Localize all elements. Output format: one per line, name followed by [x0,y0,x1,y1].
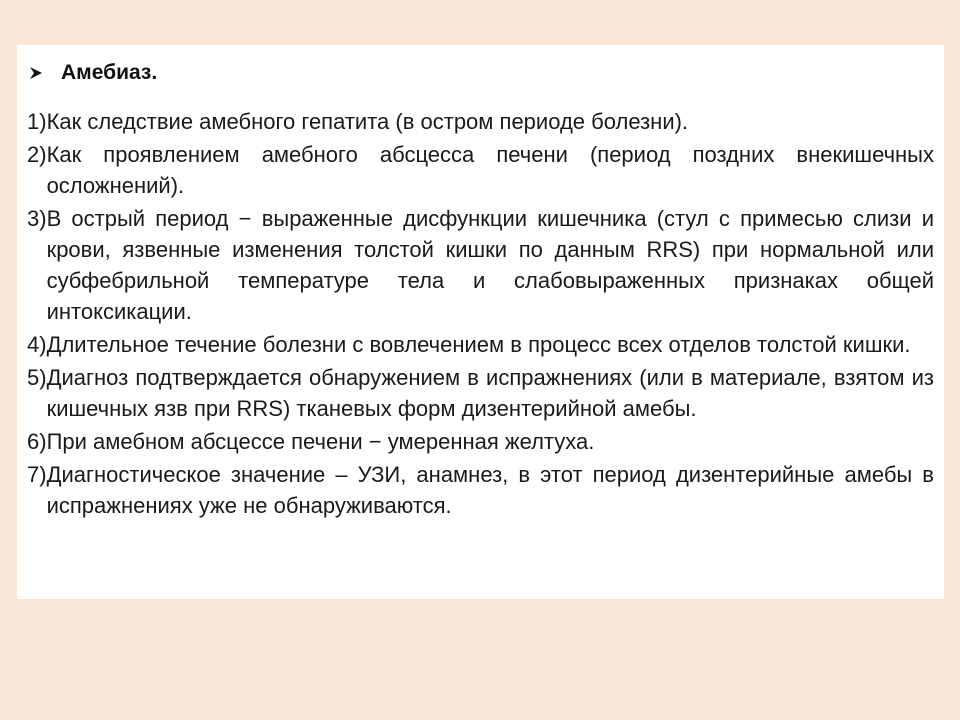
item-number: 1) [27,109,47,134]
item-number: 4) [27,332,47,357]
item-number: 6) [27,429,47,454]
list-item [27,362,934,424]
arrowhead-bullet-icon [29,66,43,80]
list-item [27,203,934,327]
item-number: 7) [27,462,47,487]
slide-heading: Амебиаз. [61,60,158,84]
list-item [27,139,934,201]
item-number: 5) [27,365,47,390]
list-item [27,426,934,457]
content-panel [17,45,944,599]
list-item [27,459,934,521]
item-text: Диагноз подтверждается обнаружением в испражнениях (или в материале, взятом из кишечных язв при RRS) тканевых форм дизентерийной амебы. [46,365,934,421]
item-text: Как следствие амебного гепатита (в остром периоде болезни). [46,109,689,134]
heading-row [27,57,934,89]
item-text: При амебном абсцессе печени − умеренная желтуха. [46,429,595,454]
item-number: 3) [27,206,47,231]
item-text: Как проявлением амебного абсцесса печени (период поздних внекишечных осложнений). [46,142,934,198]
item-text: Диагностическое значение – УЗИ, анамнез, в этот период дизентерийные амебы в испражнениях уже не обнаруживаются. [46,462,934,518]
list-item [27,329,934,360]
item-text: В острый период − выраженные дисфункции кишечника (стул с примесью слизи и крови, язвенные изменения толстой кишки по данным RRS) при нормальной или субфебрильной температуре тела и слабовыраженных признаках общей интоксикации. [46,206,934,324]
list-item [27,106,934,137]
item-number: 2) [27,142,47,167]
item-text: Длительное течение болезни с вовлечением в процесс всех отделов толстой кишки. [46,332,911,357]
